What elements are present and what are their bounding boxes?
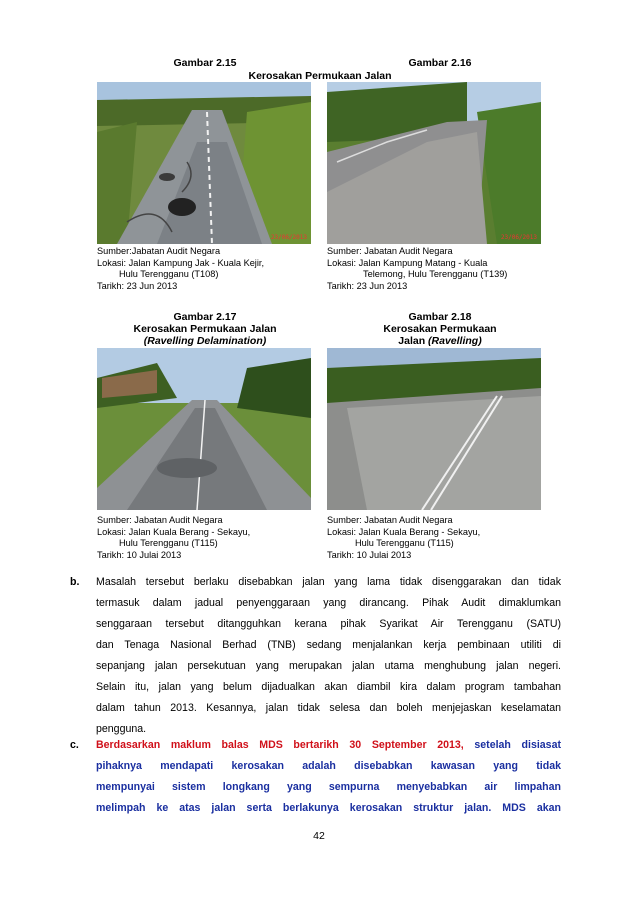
paragraph-line: mempunyai sistem longkang yang sempurna menyebabkan air limpahan — [96, 781, 561, 793]
figure-2-17-subtitle: Kerosakan Permukaan Jalan — [133, 323, 277, 335]
caption-source: Sumber: Jabatan Audit Negara — [327, 246, 453, 256]
caption-figure-2-17 — [97, 515, 317, 561]
paragraph-line: termasuk dalam jadual penyenggaraan yang dirancang. Pihak Audit dimaklumkan — [96, 597, 561, 609]
figure-2-17-title: Gambar 2.17 — [173, 311, 237, 323]
photo-figure-2-16 — [327, 82, 541, 244]
paragraph-c-label: c. — [70, 739, 79, 751]
paragraph-line: dan Tenaga Nasional Berhad (TNB) sedang menjalankan kerja pembinaan utiliti di — [96, 639, 561, 651]
paragraph-line: Selain itu, jalan yang belum dijadualkan akan diambil kira dalam program tambahan — [96, 681, 561, 693]
caption-location-cont: Hulu Terengganu (T108) — [119, 269, 219, 279]
caption-location: Lokasi: Jalan Kuala Berang - Sekayu, — [327, 526, 481, 537]
page-number: 42 — [313, 830, 325, 842]
paragraph-line: pihaknya mendapati kerosakan adalah disebabkan kawasan yang tidak — [96, 760, 561, 772]
caption-figure-2-15 — [97, 246, 317, 292]
figure-2-17-subtitle-italic: (Ravelling Delamination) — [143, 335, 267, 347]
figure-2-18-subtitle-2 — [355, 335, 525, 348]
shared-subtitle: Kerosakan Permukaan Jalan — [248, 70, 392, 82]
figure-2-16-title: Gambar 2.16 — [408, 57, 472, 69]
photo-figure-2-18 — [327, 348, 541, 510]
caption-location: Lokasi: Jalan Kampung Jak - Kuala Kejir, — [97, 257, 264, 268]
caption-date: Tarikh: 23 Jun 2013 — [97, 280, 178, 291]
photo-date-stamp: 23/06/2013 — [500, 234, 537, 241]
paragraph-line: sepanjang jalan persekutuan yang merupakan jalan utama menghubung jalan negeri. — [96, 660, 561, 672]
caption-location-cont: Hulu Terengganu (T115) — [355, 538, 454, 548]
caption-location-cont: Telemong, Hulu Terengganu (T139) — [363, 269, 508, 279]
caption-source: Sumber: Jabatan Audit Negara — [327, 515, 453, 525]
paragraph-line: dalam tahun 2013. Kesannya, jalan tidak selesa dan boleh menjejaskan keselamatan — [96, 702, 561, 714]
response-text: setelah disiasat — [463, 739, 561, 751]
caption-date: Tarikh: 10 Julai 2013 — [327, 549, 412, 560]
paragraph-line: pengguna. — [96, 723, 147, 735]
paragraph-line: Masalah tersebut berlaku disebabkan jalan yang lama tidak disenggarakan dan tidak — [96, 576, 561, 588]
caption-date: Tarikh: 10 Julai 2013 — [97, 549, 182, 560]
caption-date: Tarikh: 23 Jun 2013 — [327, 280, 408, 291]
subtitle-italic: (Ravelling) — [428, 335, 482, 347]
caption-figure-2-18 — [327, 515, 547, 561]
paragraph-line: senggaraan tersebut ditangguhkan kerana pihak Syarikat Air Terengganu (SATU) — [96, 618, 561, 630]
photo-figure-2-15 — [97, 82, 311, 244]
photo-date-stamp: 23/06/2013 — [270, 234, 307, 241]
response-reference: Berdasarkan maklum balas MDS bertarikh 30 September 2013, — [96, 739, 464, 751]
paragraph-c — [96, 735, 561, 819]
caption-location-cont: Hulu Terengganu (T115) — [119, 538, 218, 548]
paragraph-b — [96, 572, 561, 740]
photo-figure-2-17 — [97, 348, 311, 510]
subtitle-text: Jalan — [398, 335, 429, 347]
figure-2-18-subtitle: Kerosakan Permukaan — [383, 323, 497, 335]
figure-2-18-title: Gambar 2.18 — [408, 311, 472, 323]
caption-figure-2-16 — [327, 246, 547, 292]
caption-location: Lokasi: Jalan Kampung Matang - Kuala — [327, 257, 488, 268]
paragraph-b-label: b. — [70, 576, 80, 588]
caption-location: Lokasi: Jalan Kuala Berang - Sekayu, — [97, 526, 251, 537]
figure-2-15-title: Gambar 2.15 — [173, 57, 237, 69]
caption-source: Sumber: Jabatan Audit Negara — [97, 515, 223, 525]
paragraph-line — [96, 735, 561, 756]
paragraph-line: melimpah ke atas jalan serta berlakunya kerosakan struktur jalan. MDS akan — [96, 802, 561, 814]
caption-source: Sumber:Jabatan Audit Negara — [97, 246, 221, 256]
